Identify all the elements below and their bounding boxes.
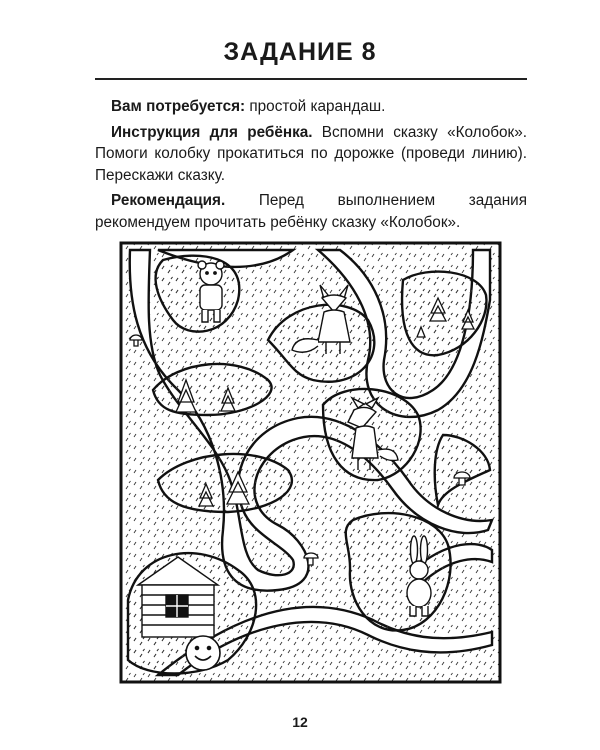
child-instruction-label: Инструкция для ребёнка. [111,123,313,141]
needed-label: Вам потребуется: [111,98,246,115]
recommendation-text: Перед выполнением задания рекомендуем прочитать ребёнку сказку «Колобок». [95,192,528,231]
recommendation-paragraph [95,190,527,233]
recommendation-label: Рекомендация. [111,192,226,209]
instructions-block [95,96,527,237]
kolobok-icon [186,636,220,670]
page-number: 12 [292,714,308,730]
maze-illustration [118,240,503,685]
needed-text: простой карандаш. [249,98,386,115]
page-title: ЗАДАНИЕ 8 [223,38,377,66]
needed-paragraph [95,96,527,118]
child-instruction-paragraph [95,122,527,187]
title-divider [95,78,527,80]
child-instruction-text: Вспомни сказку «Колобок». Помоги колобку прокатиться по дорожке (проведи линию). Перескажи сказку. [95,123,527,184]
